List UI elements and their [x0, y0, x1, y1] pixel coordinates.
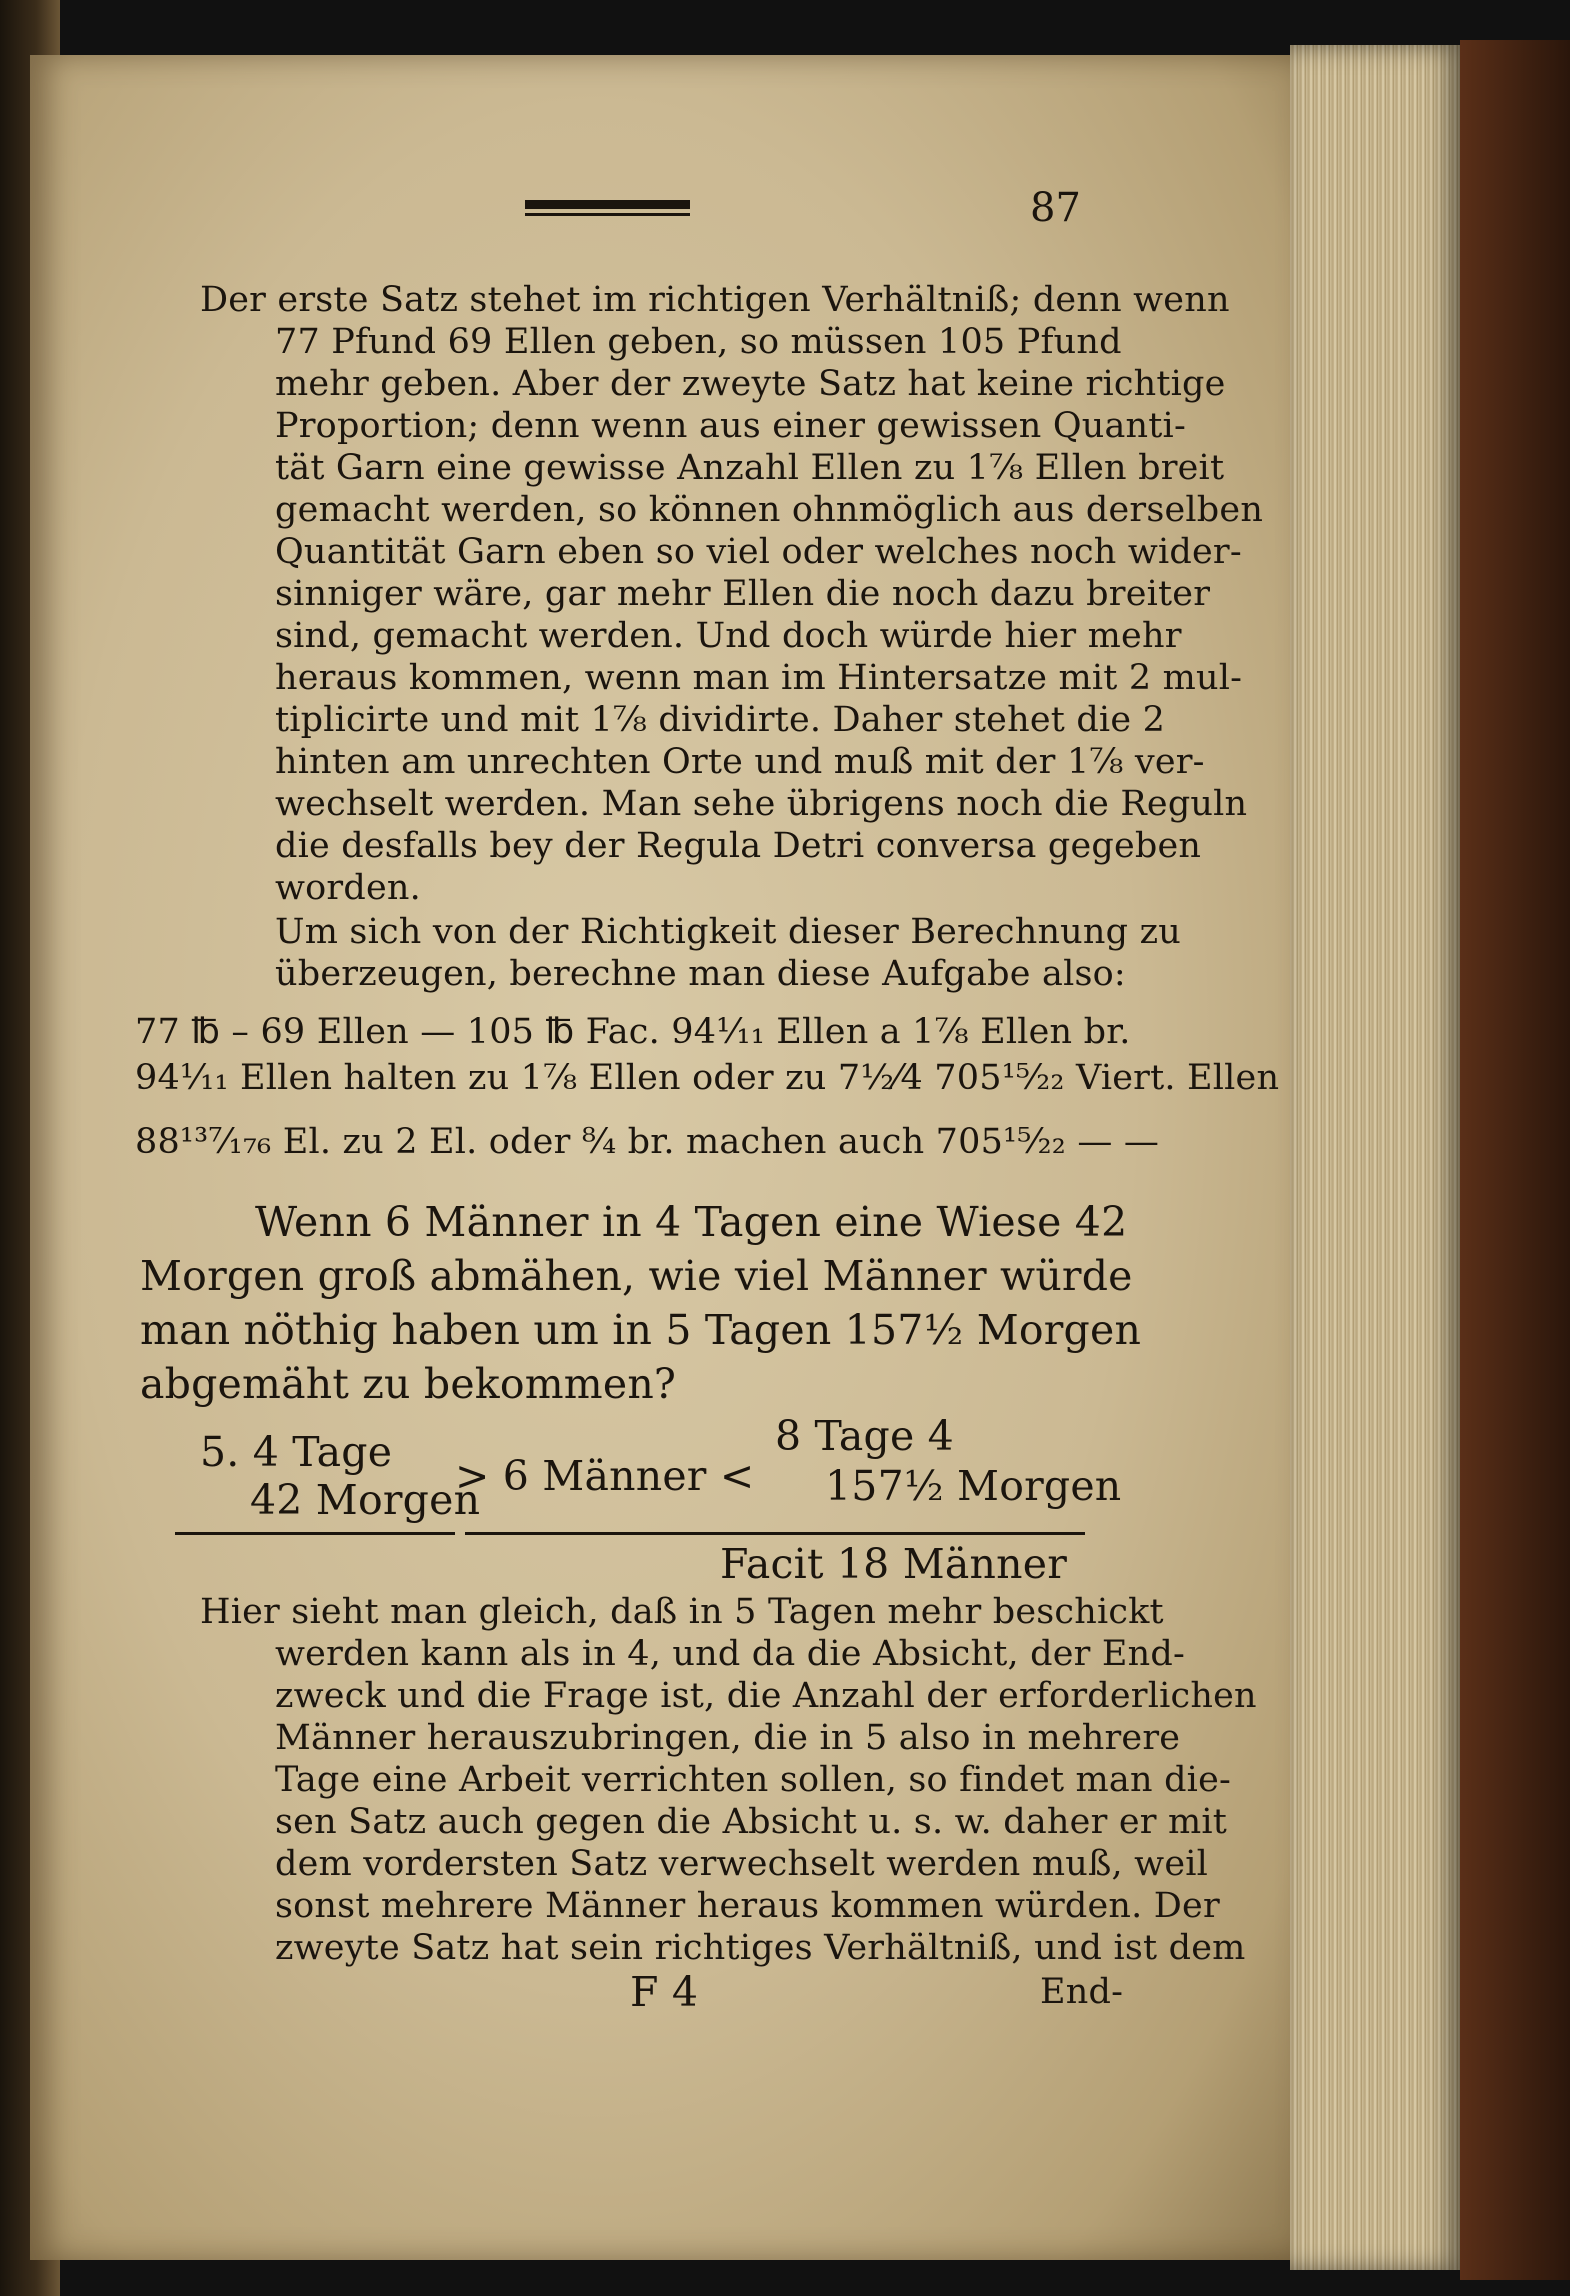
problem-line-4: abgemäht zu bekommen?: [140, 1360, 677, 1408]
p2-line-2: überzeugen, berechne man diese Aufgabe also:: [275, 954, 1126, 994]
header-rule: [525, 200, 690, 209]
p1-line-10: heraus kommen, wenn man im Hintersatze mit 2 mul-: [275, 658, 1243, 698]
header-rule-thin: [525, 213, 690, 216]
schema-rule-left: [175, 1532, 455, 1535]
p1-line-11: tiplicirte und mit 1⅞ dividirte. Daher stehet die 2: [275, 700, 1166, 740]
schema-middle: > 6 Männer <: [455, 1452, 755, 1500]
p1-line-3: mehr geben. Aber der zweyte Satz hat keine richtige: [275, 364, 1226, 404]
signature-mark: F 4: [630, 1968, 699, 2016]
p1-line-13: wechselt werden. Man sehe übrigens noch die Reguln: [275, 784, 1248, 824]
page-number: 87: [1030, 185, 1081, 231]
p3-line-2: werden kann als in 4, und da die Absicht, der End-: [275, 1634, 1186, 1674]
calc-line-1: 77 ℔ – 69 Ellen — 105 ℔ Fac. 94¹⁄₁₁ Ellen a 1⅞ Ellen br.: [135, 1012, 1131, 1052]
p3-line-4: Männer herauszubringen, die in 5 also in mehrere: [275, 1718, 1181, 1758]
p2-line-1: Um sich von der Richtigkeit dieser Berechnung zu: [275, 912, 1181, 952]
schema-right-bottom: 157½ Morgen: [825, 1462, 1122, 1510]
p1-line-5: tät Garn eine gewisse Anzahl Ellen zu 1⅞ Ellen breit: [275, 448, 1225, 488]
p3-line-9: zweyte Satz hat sein richtiges Verhältniß, und ist dem: [275, 1928, 1246, 1968]
p1-line-2: 77 Pfund 69 Ellen geben, so müssen 105 Pfund: [275, 322, 1122, 362]
p3-line-7: dem vordersten Satz verwechselt werden muß, weil: [275, 1844, 1209, 1884]
p1-line-8: sinniger wäre, gar mehr Ellen die noch dazu breiter: [275, 574, 1211, 614]
p1-line-15: worden.: [275, 868, 421, 908]
p1-line-12: hinten am unrechten Orte und muß mit der 1⅞ ver-: [275, 742, 1205, 782]
book-cover: [1460, 40, 1570, 2280]
calc-line-2: 94¹⁄₁₁ Ellen halten zu 1⅞ Ellen oder zu 7½⁄4 705¹⁵⁄₂₂ Viert. Ellen: [135, 1058, 1280, 1098]
calc-line-3: 88¹³⁷⁄₁₇₆ El. zu 2 El. oder ⁸⁄₄ br. machen auch 705¹⁵⁄₂₂ — —: [135, 1122, 1160, 1162]
p3-line-3: zweck und die Frage ist, die Anzahl der erforderlichen: [275, 1676, 1257, 1716]
problem-line-3: man nöthig haben um in 5 Tagen 157½ Morgen: [140, 1306, 1142, 1354]
p3-line-8: sonst mehrere Männer heraus kommen würden. Der: [275, 1886, 1220, 1926]
problem-line-1: Wenn 6 Männer in 4 Tagen eine Wiese 42: [255, 1198, 1128, 1246]
schema-right-top: 8 Tage 4: [775, 1412, 954, 1460]
p1-line-14: die desfalls bey der Regula Detri conversa gegeben: [275, 826, 1202, 866]
p1-line-6: gemacht werden, so können ohnmöglich aus derselben: [275, 490, 1264, 530]
p1-line-9: sind, gemacht werden. Und doch würde hier mehr: [275, 616, 1182, 656]
schema-facit: Facit 18 Männer: [720, 1540, 1067, 1588]
p3-line-6: sen Satz auch gegen die Absicht u. s. w. daher er mit: [275, 1802, 1228, 1842]
p1-line-4: Proportion; denn wenn aus einer gewissen Quanti-: [275, 406, 1186, 446]
p3-line-1: Hier sieht man gleich, daß in 5 Tagen mehr beschickt: [200, 1592, 1164, 1632]
problem-line-2: Morgen groß abmähen, wie viel Männer würde: [140, 1252, 1133, 1300]
p1-line-7: Quantität Garn eben so viel oder welches noch wider-: [275, 532, 1242, 572]
schema-left-bottom: 42 Morgen: [250, 1476, 481, 1524]
p1-line-1: Der erste Satz stehet im richtigen Verhältniß; denn wenn: [200, 280, 1230, 320]
catchword: End-: [1040, 1972, 1124, 2012]
schema-left-top: 5. 4 Tage: [200, 1428, 393, 1476]
page-edges: [1290, 45, 1460, 2270]
schema-rule-right: [465, 1532, 1085, 1535]
p3-line-5: Tage eine Arbeit verrichten sollen, so findet man die-: [275, 1760, 1232, 1800]
